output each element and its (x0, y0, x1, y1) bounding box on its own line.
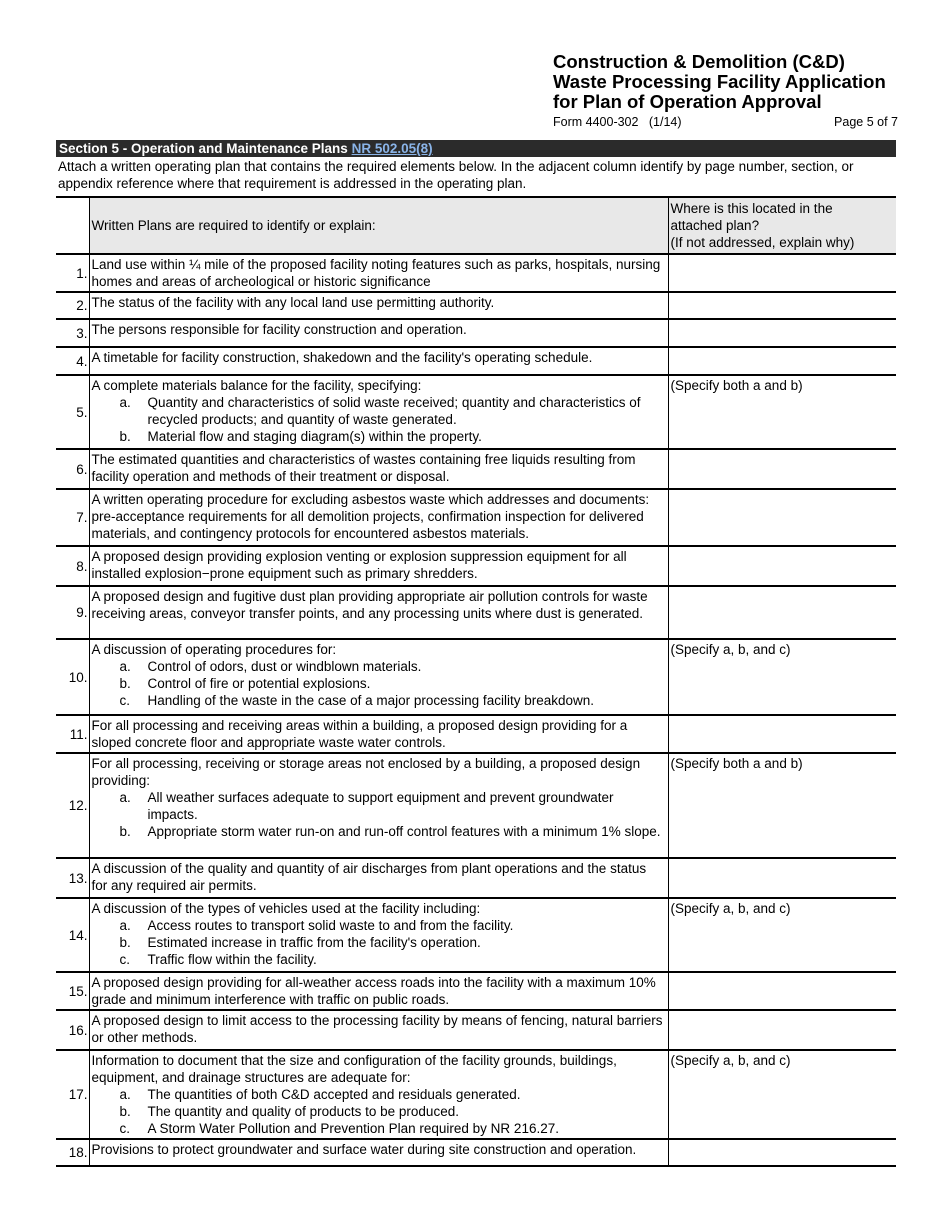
requirement-main-text: For all processing and receiving areas within a building, a proposed design providing for a sloped concrete floor and appropriate waste water controls. (91, 718, 628, 750)
row-number: 5. (56, 375, 89, 449)
location-input-cell[interactable] (668, 586, 896, 639)
table-row (56, 586, 896, 639)
subitem-letter: b. (119, 935, 131, 950)
nr-502-05-8-link[interactable]: NR 502.05(8) (351, 141, 433, 156)
requirement-text (89, 1139, 668, 1166)
requirement-subitem (92, 1120, 666, 1137)
form-title-line-3: for Plan of Operation Approval (553, 91, 822, 112)
location-input-cell[interactable] (668, 858, 896, 898)
requirement-text (89, 972, 668, 1010)
requirement-main-text: A discussion of the types of vehicles used at the facility including: (91, 901, 481, 916)
requirement-subitem (92, 823, 666, 840)
subitem-text: Material flow and staging diagram(s) within the property. (147, 429, 482, 444)
row-number: 14. (56, 898, 89, 972)
subitem-text: Control of odors, dust or windblown materials. (147, 659, 422, 674)
subitem-letter: a. (119, 395, 131, 410)
row-number: 12. (56, 753, 89, 858)
requirements-table (56, 196, 896, 1167)
row-number: 3. (56, 319, 89, 347)
header-location-line: (If not addressed, explain why) (670, 235, 855, 250)
location-input-cell[interactable] (668, 1139, 896, 1166)
row-number: 13. (56, 858, 89, 898)
form-title-line-1: Construction & Demolition (C&D) (553, 51, 845, 72)
form-header (553, 52, 898, 129)
form-info-row (553, 115, 898, 129)
form-title-line-2: Waste Processing Facility Application (553, 71, 886, 92)
location-input-cell[interactable]: (Specify both a and b) (668, 753, 896, 858)
table-row (56, 972, 896, 1010)
requirement-text (89, 1050, 668, 1139)
header-num-cell (56, 197, 89, 254)
table-row (56, 546, 896, 586)
subitem-letter: b. (119, 676, 131, 691)
header-location-line: attached plan? (670, 218, 760, 233)
row-number: 6. (56, 449, 89, 489)
requirement-text (89, 292, 668, 319)
table-row (56, 715, 896, 753)
location-input-cell[interactable] (668, 347, 896, 375)
subitem-text: Traffic flow within the facility. (147, 952, 317, 967)
subitem-letter: b. (119, 1104, 131, 1119)
location-input-cell[interactable]: (Specify both a and b) (668, 375, 896, 449)
row-number: 16. (56, 1010, 89, 1050)
requirement-text (89, 858, 668, 898)
requirement-text (89, 375, 668, 449)
requirement-main-text: A written operating procedure for excluding asbestos waste which addresses and documents: pre-acceptance requirements for all demolition projects, confirmation inspection for delivered materials, and contingency protocols for encountered asbestos materials. (91, 492, 650, 541)
subitem-text: Quantity and characteristics of solid waste received; quantity and characteristics of recycled products; and quantity of waste generated. (147, 395, 641, 427)
table-row (56, 1139, 896, 1166)
requirement-text (89, 715, 668, 753)
table-row (56, 292, 896, 319)
requirement-text (89, 639, 668, 715)
requirement-text (89, 319, 668, 347)
subitem-text: Handling of the waste in the case of a major processing facility breakdown. (147, 693, 594, 708)
table-row (56, 319, 896, 347)
requirement-main-text: Land use within ¼ mile of the proposed facility noting features such as parks, hospitals, nursing homes and areas of archeological or historic significance (91, 257, 661, 289)
requirement-main-text: For all processing, receiving or storage areas not enclosed by a building, a proposed design providing: (91, 756, 641, 788)
subitem-text: A Storm Water Pollution and Prevention Plan required by NR 216.27. (147, 1121, 559, 1136)
requirement-main-text: A proposed design to limit access to the processing facility by means of fencing, natural barriers or other methods. (91, 1013, 663, 1045)
table-row (56, 347, 896, 375)
subitem-letter: a. (119, 790, 131, 805)
subitem-letter: b. (119, 429, 131, 444)
requirement-text (89, 347, 668, 375)
row-number: 11. (56, 715, 89, 753)
location-input-cell[interactable] (668, 715, 896, 753)
location-input-cell[interactable]: (Specify a, b, and c) (668, 639, 896, 715)
requirement-subitem (92, 675, 666, 692)
row-number: 9. (56, 586, 89, 639)
requirement-main-text: Information to document that the size and configuration of the facility grounds, buildings, equipment, and drainage structures are adequate for: (91, 1053, 617, 1085)
requirement-text (89, 489, 668, 546)
requirement-main-text: A proposed design providing explosion venting or explosion suppression equipment for all installed explosion−prone equipment such as primary shredders. (91, 549, 627, 581)
row-number: 7. (56, 489, 89, 546)
requirement-main-text: A timetable for facility construction, shakedown and the facility's operating schedule. (91, 350, 593, 365)
section-title: Section 5 - Operation and Maintenance Plans (59, 141, 348, 156)
requirement-main-text: The persons responsible for facility construction and operation. (91, 322, 467, 337)
subitem-text: Appropriate storm water run-on and run-off control features with a minimum 1% slope. (147, 824, 661, 839)
section-heading (56, 140, 896, 157)
requirement-subitem (92, 428, 666, 445)
subitem-letter: a. (119, 1087, 131, 1102)
row-number: 15. (56, 972, 89, 1010)
subitem-letter: c. (119, 1121, 131, 1136)
requirement-text (89, 449, 668, 489)
table-row (56, 639, 896, 715)
subitem-text: Access routes to transport solid waste to and from the facility. (147, 918, 514, 933)
requirement-text (89, 1010, 668, 1050)
table-row (56, 1010, 896, 1050)
subitem-text: All weather surfaces adequate to support equipment and prevent groundwater impacts. (147, 790, 614, 822)
requirement-main-text: The status of the facility with any local land use permitting authority. (91, 295, 495, 310)
page-number: Page 5 of 7 (834, 115, 898, 129)
requirement-text (89, 898, 668, 972)
requirement-main-text: A discussion of the quality and quantity of air discharges from plant operations and the status for any required air permits. (91, 861, 647, 893)
requirement-subitem (92, 1086, 666, 1103)
location-input-cell[interactable] (668, 292, 896, 319)
requirement-subitem (92, 789, 666, 823)
requirement-text (89, 753, 668, 858)
row-number: 17. (56, 1050, 89, 1139)
requirement-subitem (92, 1103, 666, 1120)
table-header-row (56, 197, 896, 254)
requirement-main-text: A complete materials balance for the facility, specifying: (91, 378, 422, 393)
header-location (668, 197, 896, 254)
table-row (56, 858, 896, 898)
subitem-letter: a. (119, 918, 131, 933)
location-input-cell[interactable] (668, 546, 896, 586)
requirement-text (89, 546, 668, 586)
header-location-line: Where is this located in the (670, 201, 833, 216)
row-number: 4. (56, 347, 89, 375)
subitem-letter: b. (119, 824, 131, 839)
location-input-cell[interactable] (668, 254, 896, 292)
location-input-cell[interactable] (668, 319, 896, 347)
location-input-cell[interactable] (668, 449, 896, 489)
subitem-text: The quantity and quality of products to be produced. (147, 1104, 459, 1119)
location-input-cell[interactable]: (Specify a, b, and c) (668, 898, 896, 972)
location-input-cell[interactable]: (Specify a, b, and c) (668, 1050, 896, 1139)
requirement-subitem (92, 658, 666, 675)
requirement-main-text: A proposed design and fugitive dust plan providing appropriate air pollution controls for waste receiving areas, conveyor transfer points, and any processing units where dust is generated. (91, 589, 648, 621)
row-number: 2. (56, 292, 89, 319)
requirement-main-text: The estimated quantities and characteristics of wastes containing free liquids resulting from facility operation and methods of their treatment or disposal. (91, 452, 636, 484)
requirement-subitem (92, 934, 666, 951)
location-input-cell[interactable] (668, 1010, 896, 1050)
requirement-text (89, 586, 668, 639)
table-row (56, 898, 896, 972)
requirement-subitem (92, 394, 666, 428)
requirement-subitem (92, 692, 666, 709)
form-number: Form 4400-302 (1/14) (553, 115, 682, 129)
subitem-letter: c. (119, 952, 131, 967)
table-row (56, 254, 896, 292)
requirement-text (89, 254, 668, 292)
subitem-text: Estimated increase in traffic from the facility's operation. (147, 935, 481, 950)
requirement-main-text: A proposed design providing for all-weather access roads into the facility with a maximum 10% grade and minimum interference with traffic on public roads. (91, 975, 656, 1007)
row-number: 1. (56, 254, 89, 292)
header-requirements: Written Plans are required to identify or explain: (89, 197, 668, 254)
requirement-subitem (92, 917, 666, 934)
location-input-cell[interactable] (668, 972, 896, 1010)
table-row (56, 375, 896, 449)
row-number: 8. (56, 546, 89, 586)
table-row (56, 1050, 896, 1139)
requirement-main-text: A discussion of operating procedures for: (91, 642, 337, 657)
subitem-letter: c. (119, 693, 131, 708)
requirement-main-text: Provisions to protect groundwater and surface water during site construction and operation. (91, 1142, 637, 1157)
subitem-text: Control of fire or potential explosions. (147, 676, 371, 691)
subitem-text: The quantities of both C&D accepted and residuals generated. (147, 1087, 521, 1102)
row-number: 18. (56, 1139, 89, 1166)
row-number: 10. (56, 639, 89, 715)
section-instructions: Attach a written operating plan that contains the required elements below. In the adjacent column identify by page number, section, or appendix reference where that requirement is addressed in the operating plan. (58, 159, 854, 191)
table-row (56, 489, 896, 546)
table-row (56, 449, 896, 489)
subitem-letter: a. (119, 659, 131, 674)
table-row (56, 753, 896, 858)
requirement-subitem (92, 951, 666, 968)
location-input-cell[interactable] (668, 489, 896, 546)
